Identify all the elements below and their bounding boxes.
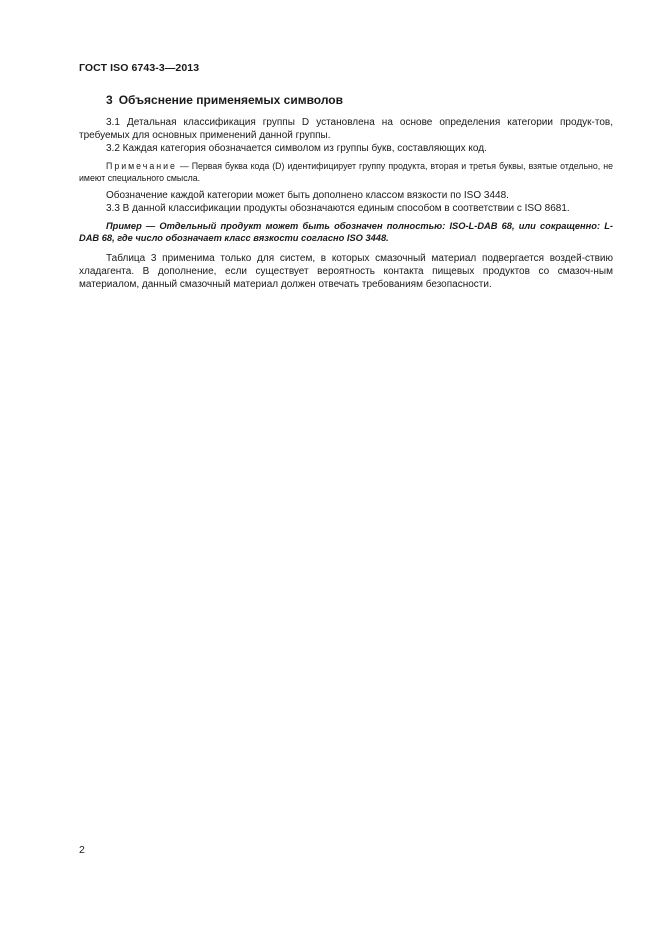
note-text: — Первая буква кода (D) идентифицирует группу продукта, вторая и третья буквы, взятые отдельно, не имеют специального смысла. (79, 161, 613, 183)
paragraph-3-2: 3.2 Каждая категория обозначается символом из группы букв, составляющих код. (106, 143, 487, 154)
section-heading (79, 93, 613, 108)
paragraph-viscosity: Обозначение каждой категории может быть дополнено классом вязкости по ISO 3448. (106, 190, 509, 201)
paragraph-table-3: Таблица 3 применима только для систем, в которых смазочный материал подвергается воздей-ствию хладагента. В дополнение, если существует вероятность контакта пищевых продуктов со смазоч-ным материалом, данный смазочный материал должен отвечать требованиям безопасности. (79, 253, 613, 290)
running-header: ГОСТ ISO 6743-3—2013 (79, 62, 200, 74)
note-paragraph (79, 160, 613, 184)
example-paragraph: Пример — Отдельный продукт может быть обозначен полностью: ISO-L-DAB 68, или сокращенно: L-DAB 68, где число обозначает класс вязкости согласно ISO 3448. (79, 221, 613, 243)
page-content (79, 93, 613, 291)
paragraph-3-3: 3.3 В данной классификации продукты обозначаются единым способом в соответствии с ISO 8681. (106, 203, 570, 214)
section-number: 3 (106, 93, 113, 107)
page-number: 2 (79, 844, 85, 856)
note-label: Примечание (106, 161, 177, 171)
section-title: Объяснение применяемых символов (118, 93, 344, 107)
paragraph-3-1: 3.1 Детальная классификация группы D установлена на основе определения категории продук-тов, требуемых для основных применений данной группы. (79, 117, 613, 141)
